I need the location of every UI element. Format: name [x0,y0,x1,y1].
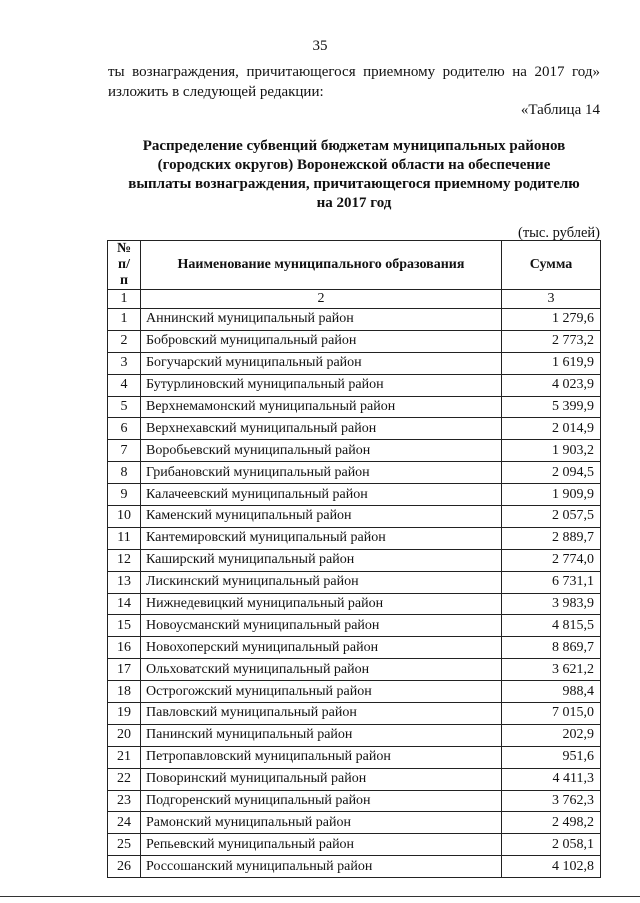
row-number: 22 [108,768,141,790]
row-number: 20 [108,724,141,746]
row-name: Новоусманский муниципальный район [141,615,502,637]
page-number: 35 [312,38,328,54]
row-name: Ольховатский муниципальный район [141,659,502,681]
row-number: 6 [108,418,141,440]
title-line-3: выплаты вознаграждения, причитающегося приемному родителю [128,176,580,192]
row-name: Петропавловский муниципальный район [141,746,502,768]
row-sum: 4 411,3 [502,768,601,790]
table-row [108,681,601,703]
table-row [108,418,601,440]
row-name: Лискинский муниципальный район [141,571,502,593]
table-row [108,527,601,549]
table-row [108,506,601,528]
row-number: 1 [108,309,141,331]
row-sum: 202,9 [502,724,601,746]
row-number: 10 [108,506,141,528]
row-number: 23 [108,790,141,812]
row-sum: 2 014,9 [502,418,601,440]
row-sum: 2 773,2 [502,330,601,352]
row-number: 3 [108,352,141,374]
row-number: 14 [108,593,141,615]
column-number-row [108,290,601,309]
title-line-1: Распределение субвенций бюджетам муниципальных районов [142,138,566,154]
subvention-table [107,240,601,878]
column-number: 2 [141,290,502,309]
row-sum: 951,6 [502,746,601,768]
table-row [108,790,601,812]
header-name: Наименование муниципального образования [141,241,502,290]
row-sum: 2 774,0 [502,549,601,571]
row-number: 17 [108,659,141,681]
row-sum: 1 903,2 [502,440,601,462]
row-name: Рамонский муниципальный район [141,812,502,834]
row-sum: 3 762,3 [502,790,601,812]
row-number: 13 [108,571,141,593]
row-name: Каширский муниципальный район [141,549,502,571]
row-sum: 4 815,5 [502,615,601,637]
row-name: Панинский муниципальный район [141,724,502,746]
row-sum: 2 058,1 [502,834,601,856]
row-number: 11 [108,527,141,549]
row-name: Воробьевский муниципальный район [141,440,502,462]
row-number: 5 [108,396,141,418]
row-sum: 1 909,9 [502,484,601,506]
table-row [108,746,601,768]
table-row [108,330,601,352]
header-number-line-2: п/п [118,257,130,288]
table-row [108,834,601,856]
row-name: Бутурлиновский муниципальный район [141,374,502,396]
table-row [108,571,601,593]
table-row [108,484,601,506]
row-name: Острогожский муниципальный район [141,681,502,703]
row-name: Подгоренский муниципальный район [141,790,502,812]
row-sum: 2 057,5 [502,506,601,528]
row-sum: 7 015,0 [502,703,601,725]
row-name: Новохоперский муниципальный район [141,637,502,659]
row-sum: 2 498,2 [502,812,601,834]
column-number: 1 [108,290,141,309]
row-name: Россошанский муниципальный район [141,856,502,878]
header-number-line-1: № [116,241,132,256]
row-sum: 4 023,9 [502,374,601,396]
table-row [108,549,601,571]
row-sum: 1 619,9 [502,352,601,374]
row-number: 9 [108,484,141,506]
row-number: 26 [108,856,141,878]
row-number: 16 [108,637,141,659]
title-line-2: (городских округов) Воронежской области на обеспечение [157,157,551,173]
row-name: Аннинский муниципальный район [141,309,502,331]
title-line-4: на 2017 год [316,195,392,211]
table-row [108,593,601,615]
row-name: Нижнедевицкий муниципальный район [141,593,502,615]
row-number: 8 [108,462,141,484]
table-row [108,440,601,462]
row-number: 25 [108,834,141,856]
header-number [108,241,141,290]
table-row [108,724,601,746]
table-row [108,703,601,725]
row-number: 19 [108,703,141,725]
intro-paragraph [108,62,600,102]
row-sum: 2 889,7 [502,527,601,549]
table-row [108,309,601,331]
table-reference: «Таблица 14 [520,102,600,118]
row-name: Богучарский муниципальный район [141,352,502,374]
table-row [108,462,601,484]
row-number: 2 [108,330,141,352]
row-sum: 8 869,7 [502,637,601,659]
row-name: Каменский муниципальный район [141,506,502,528]
page-bottom-border [0,896,640,897]
table-row [108,637,601,659]
table-header-row [108,241,601,290]
row-sum: 6 731,1 [502,571,601,593]
row-name: Павловский муниципальный район [141,703,502,725]
row-sum: 4 102,8 [502,856,601,878]
row-name: Верхнемамонский муниципальный район [141,396,502,418]
row-sum: 3 983,9 [502,593,601,615]
intro-line-2: изложить в следующей редакции: [108,84,324,100]
column-number: 3 [502,290,601,309]
row-name: Кантемировский муниципальный район [141,527,502,549]
row-name: Бобровский муниципальный район [141,330,502,352]
row-sum: 3 621,2 [502,659,601,681]
row-number: 4 [108,374,141,396]
row-number: 7 [108,440,141,462]
row-number: 12 [108,549,141,571]
document-title [108,137,600,213]
header-sum: Сумма [502,241,601,290]
table-row [108,659,601,681]
intro-line-1: ты вознаграждения, причитающегося приемному родителю на 2017 год» [108,64,600,80]
row-name: Поворинский муниципальный район [141,768,502,790]
row-number: 15 [108,615,141,637]
table-row [108,396,601,418]
table-row [108,352,601,374]
row-sum: 988,4 [502,681,601,703]
table-row [108,615,601,637]
row-sum: 5 399,9 [502,396,601,418]
table-row [108,374,601,396]
row-sum: 1 279,6 [502,309,601,331]
row-name: Калачеевский муниципальный район [141,484,502,506]
table-row [108,768,601,790]
row-number: 18 [108,681,141,703]
unit-label: (тыс. рублей) [518,225,600,241]
table-row [108,812,601,834]
row-name: Репьевский муниципальный район [141,834,502,856]
row-number: 21 [108,746,141,768]
row-name: Грибановский муниципальный район [141,462,502,484]
row-number: 24 [108,812,141,834]
row-name: Верхнехавский муниципальный район [141,418,502,440]
table-row [108,856,601,878]
row-sum: 2 094,5 [502,462,601,484]
